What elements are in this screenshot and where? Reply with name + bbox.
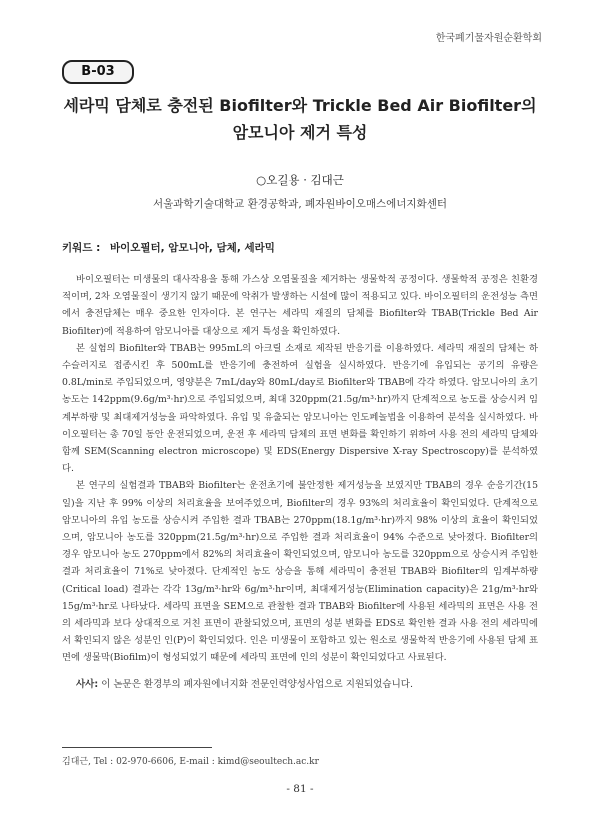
paragraph-intro: 바이오필터는 미생물의 대사작용을 통해 가스상 오염물질을 제거하는 생물학적 공정이다. 생물학적 공정은 친환경적이며, 2차 오염물질이 생기지 않기 때문에 악취가 발생하는 시설에 많이 적용되고 있다. 바이오필터의 운전성능 측면에서 충전담체는 매우 중요한 인자이다. 본 연구는 세라믹 재질의 담체를 Biofilter와 TBAB(Trickle Bed Air Biofilter)에 적용하여 암모니아를 대상으로 제거 특성을 확인하였다. xyxy=(62,274,538,337)
keywords-label: 키워드 : xyxy=(62,242,101,254)
acknowledgement xyxy=(62,676,538,690)
acknowledgement-label: 사사: xyxy=(76,679,99,690)
title-line-1: 세라믹 담체로 충전된 Biofilter와 Trickle Bed Air Biofilter의 xyxy=(63,96,537,115)
society-header: 한국폐기물자원순환학회 xyxy=(435,33,542,44)
paragraph-results: 본 연구의 실험결과 TBAB와 Biofilter는 운전초기에 불안정한 제거성능을 보였지만 TBAB의 경우 순응기간(15일)을 지난 후 99% 이상의 처리효율을 보여주었으며, Biofilter의 경우 93%의 처리효율이 확인되었다. 단계적으로 암모니아의 유입 농도를 상승시켜 주입한 결과 TBAB는 270ppm(18.1g/m³·hr)까지 98% 이상의 효율이 확인되었으며, 암모니아 농도를 320ppm(21.5g/m³·hr)으로 주입한 결과 처리효율이 94% 수준으로 낮아졌다. Biofilter의 경우 암모니아 농도 270ppm에서 82%의 처리효율이 확인되었으며, 암모니아 농도를 320ppm으로 상승시켜 주입한 결과 처리효율이 71%로 낮아졌다. 단계적인 농도 상승을 통해 세라믹이 충전된 TBAB와 Biofilter의 임계부하량(Critical load) 결과는 각각 13g/m³·hr와 6g/m³·hr이며, 최대제거성능(Elimination capacity)은 21g/m³·hr와 15g/m³·hr로 나타났다. 세라믹 표면을 SEM으로 관찰한 결과 TBAB와 Biofilter에 사용된 세라믹의 표면은 사용 전의 세라믹과 보다 상대적으로 거친 표면이 관찰되었으며, 표면의 성분 변화를 EDS로 확인한 결과 사용 전의 세라믹에서 확인되지 않은 성분인 인(P)이 확인되었다. 인은 미생물이 포함하고 있는 원소로 생물학적 반응기에 사용된 담체 표면에 생물막(Biofilm)이 형성되었기 때문에 세라믹 표면에 인의 성분이 확인되었다고 사료된다. xyxy=(62,480,538,664)
paragraph-methods: 본 실험의 Biofilter와 TBAB는 995mL의 아크릴 소재로 제작된 반응기를 이용하였다. 세라믹 재질의 담체는 하수슬러지로 접종시킨 후 500mL를 반응기에 충전하여 실험을 실시하였다. 반응기에 유입되는 공기의 유량은 0.8L/min로 주입되었으며, 영양분은 7mL/day와 80mL/day로 Biofilter와 TBAB에 각각 하였다. 암모니아의 초기 농도는 142ppm(9.6g/m³·hr)으로 주입되었으며, 최대 320ppm(21.5g/m³·hr)까지 단계적으로 농도를 상승시켜 임계부하량 및 최대제거성능을 파악하였다. 유입 및 유출되는 암모니아는 인도페놀법을 이용하여 분석을 실시하였다. 바이오필터는 총 70일 동안 운전되었으며, 운전 후 세라믹 담체의 표면 변화를 확인하기 위하여 사용 전의 세라믹 담체와 함께 SEM(Scanning electron microscope) 및 EDS(Energy Dispersive X-ray Spectroscopy)를 분석하였다. xyxy=(62,342,538,475)
keywords xyxy=(62,240,275,255)
footnote-divider xyxy=(62,747,212,748)
authors: ○오길용 · 김대근 xyxy=(256,173,344,187)
affiliation: 서울과학기술대학교 환경공학과, 폐자원바이오매스에너지화센터 xyxy=(152,198,448,210)
keywords-text: 바이오필터, 암모니아, 담체, 세라믹 xyxy=(109,242,275,254)
paper-title xyxy=(40,92,560,146)
abstract-body xyxy=(62,271,538,667)
page-number: - 81 - xyxy=(286,783,314,795)
acknowledgement-text: 이 논문은 환경부의 폐자원에너지화 전문인력양성사업으로 지원되었습니다. xyxy=(101,679,413,690)
session-code-badge: B-03 xyxy=(62,60,134,84)
corresponding-author-footnote: 김대근, Tel : 02-970-6606, E-mail : kimd@seoultech.ac.kr xyxy=(62,757,319,767)
title-line-2: 암모니아 제거 특성 xyxy=(232,123,368,142)
